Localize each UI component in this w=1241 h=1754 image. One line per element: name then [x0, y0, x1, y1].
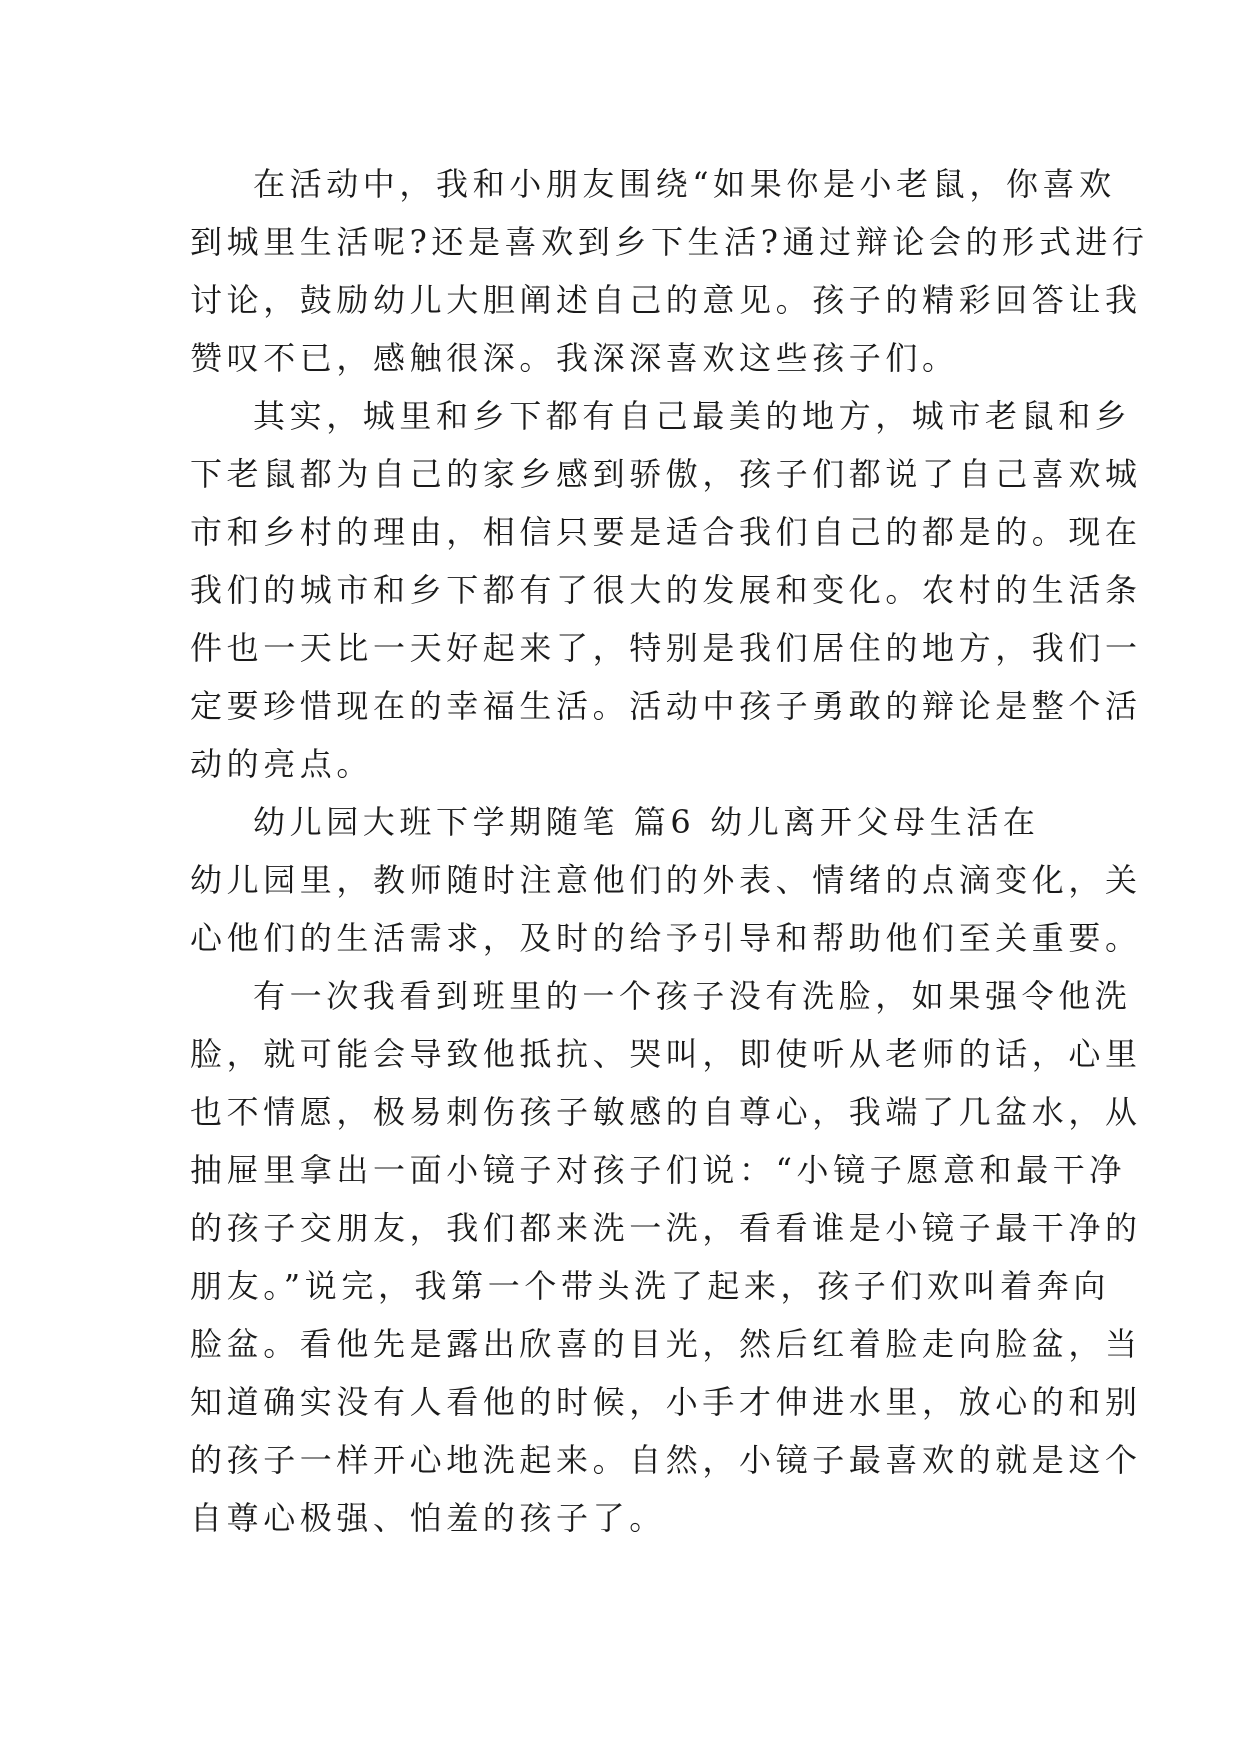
text-line: 动的亮点。: [190, 745, 374, 783]
text-line: 定要珍惜现在的幸福生活。活动中孩子勇敢的辩论是整个活: [190, 687, 1142, 725]
text-line: 朋友。”说完，我第一个带头洗了起来，孩子们欢叫着奔向: [190, 1267, 1110, 1305]
text-line: 的孩子交朋友，我们都来洗一洗，看看谁是小镜子最干净的: [190, 1209, 1142, 1247]
text-line: 下老鼠都为自己的家乡感到骄傲，孩子们都说了自己喜欢城: [190, 455, 1142, 493]
text-line: 知道确实没有人看他的时候，小手才伸进水里，放心的和别: [190, 1383, 1142, 1421]
text-line: 在活动中，我和小朋友围绕“如果你是小老鼠，你喜欢: [253, 165, 1116, 203]
text-line: 讨论，鼓励幼儿大胆阐述自己的意见。孩子的精彩回答让我: [190, 281, 1142, 319]
text-line: 赞叹不已，感触很深。我深深喜欢这些孩子们。: [190, 339, 959, 377]
text-line: 有一次我看到班里的一个孩子没有洗脸，如果强令他洗: [253, 977, 1132, 1015]
text-line: 抽屉里拿出一面小镜子对孩子们说：“小镜子愿意和最干净: [190, 1151, 1126, 1189]
text-line: 心他们的生活需求，及时的给予引导和帮助他们至关重要。: [190, 919, 1142, 957]
text-line: 市和乡村的理由，相信只要是适合我们自己的都是的。现在: [190, 513, 1142, 551]
text-line: 到城里生活呢?还是喜欢到乡下生活?通过辩论会的形式进行: [190, 223, 1149, 261]
text-line: 我们的城市和乡下都有了很大的发展和变化。农村的生活条: [190, 571, 1142, 609]
text-line: 件也一天比一天好起来了，特别是我们居住的地方，我们一: [190, 629, 1142, 667]
text-line: 的孩子一样开心地洗起来。自然，小镜子最喜欢的就是这个: [190, 1441, 1142, 1479]
section-heading-line: 幼儿园大班下学期随笔 篇6 幼儿离开父母生活在: [253, 803, 1040, 841]
text-line: 脸，就可能会导致他抵抗、哭叫，即使听从老师的话，心里: [190, 1035, 1142, 1073]
text-line: 也不情愿，极易刺伤孩子敏感的自尊心，我端了几盆水，从: [190, 1093, 1142, 1131]
text-line: 其实，城里和乡下都有自己最美的地方，城市老鼠和乡: [253, 397, 1132, 435]
text-line: 脸盆。看他先是露出欣喜的目光，然后红着脸走向脸盆，当: [190, 1325, 1142, 1363]
text-line: 自尊心极强、怕羞的孩子了。: [190, 1499, 666, 1537]
text-line: 幼儿园里，教师随时注意他们的外表、情绪的点滴变化，关: [190, 861, 1142, 899]
